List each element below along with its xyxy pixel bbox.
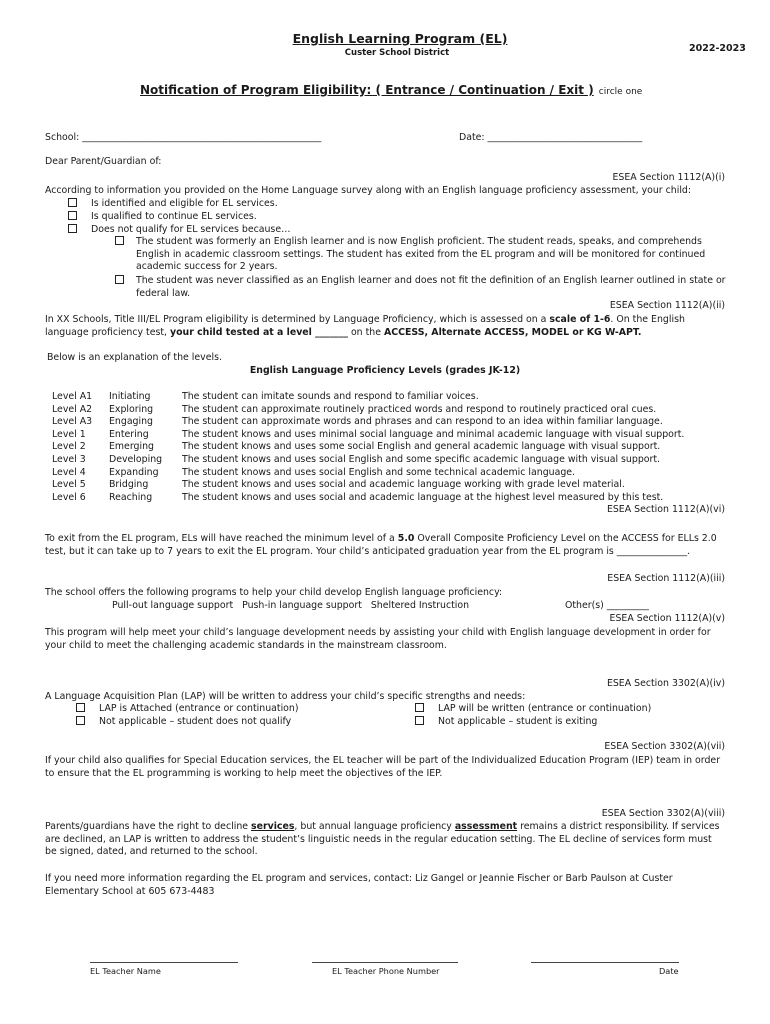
option-label: Is identified and eligible for EL services.: [91, 198, 278, 209]
teacher-name-label: EL Teacher Name: [90, 966, 161, 976]
teacher-name-line[interactable]: [90, 962, 238, 963]
level-name: Entering: [109, 428, 149, 440]
sub-option-formerly-text: The student was formerly an English learner and is now English proficient. The student reads, speaks, and comprehends English in academic classroom settings. The student has exited from the EL program and will be monitored for continued academic success for 2 years.: [136, 236, 706, 273]
circle-one-note: circle one: [598, 87, 643, 97]
lap-intro: A Language Acquisition Plan (LAP) will be written to address your child’s specific strengths and needs:: [45, 691, 526, 702]
programs-intro: The school offers the following programs to help your child develop English language proficiency:: [45, 587, 503, 598]
sub-option-formerly[interactable]: [115, 236, 138, 249]
contact-paragraph: If you need more information regarding the EL program and services, contact: Liz Gangel or Jeannie Fischer or Barb Paulson at Custer Elementary School at 605 673-4483: [45, 873, 673, 897]
level-code: Level 5: [52, 479, 86, 491]
other-programs-field[interactable]: Other(s) _________: [565, 600, 649, 611]
teacher-phone-line[interactable]: [312, 962, 458, 963]
level-row: [52, 467, 732, 480]
level-code: Level 3: [52, 453, 86, 465]
level-code: Level 6: [52, 491, 86, 503]
option-label: Not applicable – student is exiting: [438, 716, 598, 727]
section-ref-1112-v: ESEA Section 1112(A)(v): [609, 613, 725, 624]
level-description: The student can approximate routinely practiced words and respond to routinely practiced oral cues.: [182, 403, 657, 415]
notification-title: Notification of Program Eligibility: ( Entrance / Continuation / Exit ): [140, 83, 594, 97]
level-description: The student knows and uses social and academic language working with grade level material.: [182, 479, 625, 491]
date-label: Date: [659, 966, 679, 976]
level-code: Level A1: [52, 391, 93, 402]
level-row: [52, 492, 732, 505]
lap-option-will-be-written[interactable]: [415, 703, 651, 716]
decline-rights-paragraph: Parents/guardians have the right to decline services, but annual language proficiency assessment remains a district responsibility. If services are declined, an LAP is written to address the student’s linguistic needs in the regular education setting. The EL decline of services form must be signed, dated, and returned to the school.: [45, 821, 720, 858]
school-year: 2022-2023: [689, 43, 746, 54]
lap-option-exiting[interactable]: [415, 716, 597, 729]
checkbox[interactable]: [115, 236, 124, 245]
exit-paragraph: To exit from the EL program, ELs will have reached the minimum level of a 5.0 Overall Composite Proficiency Level on the ACCESS for ELLs 2.0 test, but it can take up to 7 years to exit the EL program. Your child’s anticipated graduation year from the EL program is _______________.: [45, 533, 717, 557]
programs-list: Pull-out language support Push-in language support Sheltered Instruction: [112, 600, 470, 611]
level-row: [52, 404, 732, 417]
level-code: Level A2: [52, 403, 93, 415]
levels-table: [52, 391, 732, 504]
date-field[interactable]: Date: _________________________________: [459, 132, 643, 143]
section-ref-1112-vi: ESEA Section 1112(A)(vi): [606, 504, 725, 515]
option-label: Not applicable – student does not qualify: [99, 716, 292, 727]
option-not-qualify[interactable]: [68, 224, 290, 237]
proficiency-paragraph: In XX Schools, Title III/EL Program eligibility is determined by Language Proficiency, which is assessed on a scale of 1-6. On the English language proficiency test, your child tested at a level _______ on the ACCESS, Alternate ACCESS, MODEL or KG W-APT.: [45, 314, 685, 338]
lap-option-not-qualify[interactable]: [76, 716, 291, 729]
level-row: [52, 416, 732, 429]
checkbox[interactable]: [76, 716, 85, 725]
level-name: Emerging: [109, 441, 154, 453]
checkbox[interactable]: [68, 211, 77, 220]
level-name: Developing: [109, 453, 163, 465]
lap-option-attached[interactable]: [76, 703, 299, 716]
level-code: Level 1: [52, 428, 86, 440]
document-title: English Learning Program (EL): [292, 31, 508, 46]
level-name: Exploring: [109, 403, 154, 415]
checkbox[interactable]: [76, 703, 85, 712]
section-ref-3302-viii: ESEA Section 3302(A)(viii): [601, 808, 725, 819]
level-description: The student knows and uses minimal social language and minimal academic language with visual support.: [182, 428, 685, 440]
section-ref-1112-iii: ESEA Section 1112(A)(iii): [607, 573, 725, 584]
level-row: [52, 454, 732, 467]
levels-heading: English Language Proficiency Levels (grades JK-12): [249, 365, 521, 376]
level-code: Level 2: [52, 441, 86, 453]
option-label: Does not qualify for EL services because…: [91, 224, 291, 235]
teacher-phone-label: EL Teacher Phone Number: [332, 966, 440, 976]
option-label: LAP will be written (entrance or continuation): [438, 703, 652, 714]
level-row: [52, 391, 732, 404]
section-ref-3302-iv: ESEA Section 3302(A)(iv): [606, 678, 725, 689]
program-help-paragraph: This program will help meet your child’s language development needs by assisting your child with English language development in order for your child to meet the challenging academic standards in the mainstream classroom.: [45, 627, 711, 651]
checkbox[interactable]: [115, 275, 124, 284]
levels-explanation: Below is an explanation of the levels.: [47, 352, 222, 363]
level-description: The student can approximate words and phrases and can respond to an idea within familiar language.: [182, 416, 663, 428]
level-row: [52, 479, 732, 492]
level-description: The student knows and uses social English and some technical academic language.: [182, 466, 576, 478]
section-ref-1112-ii: ESEA Section 1112(A)(ii): [609, 300, 725, 311]
special-education-paragraph: If your child also qualifies for Special Education services, the EL teacher will be part of the Individualized Education Program (IEP) team in order to ensure that the EL programming is working to help meet the objectives of the IEP.: [45, 755, 721, 779]
sub-option-never-text: The student was never classified as an English learner and does not fit the definition of an English learner outlined in state or federal law.: [136, 275, 726, 299]
level-name: Reaching: [109, 491, 153, 503]
date-line[interactable]: [531, 962, 679, 963]
level-row: [52, 429, 732, 442]
eligibility-intro: According to information you provided on the Home Language survey along with an English language proficiency assessment, your child:: [45, 185, 692, 196]
level-name: Bridging: [109, 479, 149, 491]
level-name: Expanding: [109, 466, 159, 478]
sub-option-never[interactable]: [115, 275, 138, 288]
checkbox[interactable]: [68, 224, 77, 233]
level-name: Initiating: [109, 391, 151, 402]
level-row: [52, 441, 732, 454]
checkbox[interactable]: [415, 716, 424, 725]
district-name: Custer School District: [344, 48, 450, 58]
level-description: The student knows and uses social and academic language at the highest level measured by this test.: [182, 491, 664, 503]
salutation: Dear Parent/Guardian of:: [45, 156, 162, 167]
option-continue[interactable]: [68, 211, 257, 224]
level-code: Level A3: [52, 416, 93, 428]
section-ref-1112-i: ESEA Section 1112(A)(i): [612, 172, 725, 183]
option-label: Is qualified to continue EL services.: [91, 211, 257, 222]
option-label: LAP is Attached (entrance or continuation): [99, 703, 299, 714]
level-description: The student knows and uses some social English and general academic language with visual support.: [182, 441, 661, 453]
school-field[interactable]: School: ___________________________________________________: [45, 132, 322, 143]
checkbox[interactable]: [415, 703, 424, 712]
section-ref-3302-vii: ESEA Section 3302(A)(vii): [604, 741, 725, 752]
level-description: The student knows and uses social English and some specific academic language with visual support.: [182, 453, 661, 465]
notification-heading: [140, 79, 642, 98]
option-identified[interactable]: [68, 198, 278, 211]
level-description: The student can imitate sounds and respond to familiar voices.: [182, 391, 479, 402]
checkbox[interactable]: [68, 198, 77, 207]
level-code: Level 4: [52, 466, 86, 478]
level-name: Engaging: [109, 416, 154, 428]
